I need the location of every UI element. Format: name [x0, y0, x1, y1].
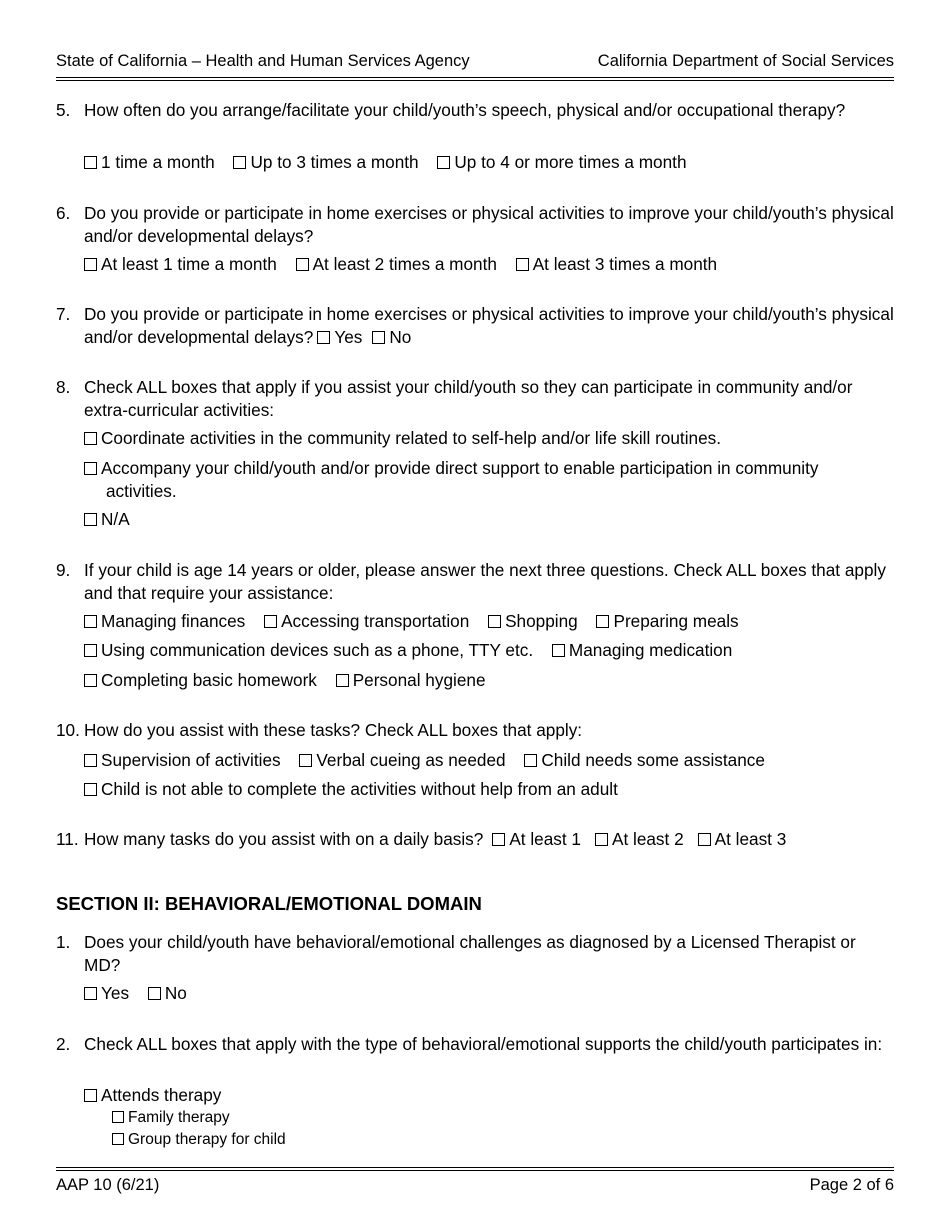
checkbox[interactable]: [84, 783, 97, 796]
question-10-options-row-2: [84, 778, 632, 800]
checkbox[interactable]: [698, 833, 711, 846]
checkbox[interactable]: [336, 674, 349, 687]
option-personal-hygiene[interactable]: Personal hygiene: [336, 669, 486, 691]
option-managing-medication[interactable]: Managing medication: [552, 639, 732, 661]
checkbox[interactable]: [112, 1133, 124, 1145]
section2-question-1-options: [84, 982, 201, 1004]
option-not-able-without-help[interactable]: Child is not able to complete the activities without help from an adult: [84, 778, 618, 800]
question-9: 9. If your child is age 14 years or older, please answer the next three questions. Check ALL boxes that apply and that require your assistance:: [56, 559, 896, 604]
option-no[interactable]: No: [148, 982, 187, 1004]
checkbox[interactable]: [84, 258, 97, 271]
question-10-options-row-1: [84, 749, 779, 771]
checkbox[interactable]: [112, 1111, 124, 1123]
footer-rule: [56, 1167, 894, 1168]
page-number: Page 2 of 6: [809, 1176, 894, 1194]
question-5-text: How often do you arrange/facilitate your child/youth’s speech, physical and/or occupational therapy?: [84, 100, 846, 120]
section-title: SECTION II: BEHAVIORAL/EMOTIONAL DOMAIN: [56, 893, 482, 914]
option-preparing-meals[interactable]: Preparing meals: [596, 610, 738, 632]
checkbox[interactable]: [84, 674, 97, 687]
question-8-text: Check ALL boxes that apply if you assist your child/youth so they can participate in community and/or extra-curricular activities:: [84, 377, 853, 420]
footer-rule: [56, 1170, 894, 1171]
checkbox[interactable]: [317, 331, 330, 344]
department-name: California Department of Social Services: [597, 52, 894, 70]
option-at-least-3[interactable]: At least 3: [698, 829, 787, 849]
option-supervision[interactable]: Supervision of activities: [84, 749, 281, 771]
section2-question-2: 2. Check ALL boxes that apply with the type of behavioral/emotional supports the child/youth participates in:: [56, 1033, 896, 1056]
checkbox[interactable]: [264, 615, 277, 628]
checkbox[interactable]: [296, 258, 309, 271]
question-6-text: Do you provide or participate in home exercises or physical activities to improve your child/youth’s physical and/or developmental delays?: [84, 203, 894, 246]
option-shopping[interactable]: Shopping: [488, 610, 578, 632]
option-yes[interactable]: Yes: [84, 982, 129, 1004]
question-7-text: Do you provide or participate in home exercises or physical activities to improve your child/youth’s physical and/or developmental delays?: [84, 304, 894, 347]
option-verbal-cueing[interactable]: Verbal cueing as needed: [299, 749, 505, 771]
option-at-least-2-times[interactable]: At least 2 times a month: [296, 253, 497, 275]
checkbox[interactable]: [84, 462, 97, 475]
question-9-text: If your child is age 14 years or older, please answer the next three questions. Check ALL boxes that apply and that require your assistance:: [84, 560, 886, 603]
question-9-options-row-3: [84, 669, 500, 691]
option-at-least-1[interactable]: At least 1: [492, 829, 581, 849]
question-7: 7. Do you provide or participate in home exercises or physical activities to improve your child/youth’s physical and/or developmental delays? Yes No: [56, 304, 894, 347]
option-at-least-1-time[interactable]: At least 1 time a month: [84, 253, 277, 275]
question-10: 10. How do you assist with these tasks? Check ALL boxes that apply:: [56, 719, 896, 742]
option-na[interactable]: N/A: [84, 508, 130, 530]
section2-question-2-text: Check ALL boxes that apply with the type of behavioral/emotional supports the child/youth participates in:: [84, 1034, 883, 1054]
option-group-therapy[interactable]: Group therapy for child: [112, 1129, 286, 1151]
checkbox[interactable]: [233, 156, 246, 169]
checkbox[interactable]: [488, 615, 501, 628]
question-8: 8. Check ALL boxes that apply if you assist your child/youth so they can participate in community and/or extra-curricular activities:: [56, 376, 896, 421]
option-at-least-2[interactable]: At least 2: [595, 829, 684, 849]
page-header: [56, 50, 894, 74]
question-9-options-row-1: [84, 610, 753, 632]
checkbox[interactable]: [524, 754, 537, 767]
checkbox[interactable]: [84, 513, 97, 526]
question-6: 6. Do you provide or participate in home exercises or physical activities to improve your child/youth’s physical and/or developmental delays?: [56, 202, 896, 247]
option-accompany-child[interactable]: Accompany your child/youth and/or provide direct support to enable participation in community activities.: [84, 457, 894, 502]
section2-question-1-text: Does your child/youth have behavioral/emotional challenges as diagnosed by a Licensed Therapist or MD?: [84, 932, 856, 975]
question-11-text: How many tasks do you assist with on a daily basis?: [84, 829, 484, 849]
checkbox[interactable]: [492, 833, 505, 846]
option-attends-therapy[interactable]: Attends therapy: [84, 1084, 221, 1106]
question-11: 11. How many tasks do you assist with on a daily basis? At least 1 At least 2 At least 3: [56, 829, 787, 849]
option-at-least-3-times[interactable]: At least 3 times a month: [516, 253, 717, 275]
option-up-to-4-or-more[interactable]: Up to 4 or more times a month: [437, 151, 686, 173]
question-9-options-row-2: [84, 639, 746, 661]
checkbox[interactable]: [595, 833, 608, 846]
option-up-to-3-times[interactable]: Up to 3 times a month: [233, 151, 418, 173]
option-managing-finances[interactable]: Managing finances: [84, 610, 245, 632]
checkbox[interactable]: [84, 644, 97, 657]
checkbox[interactable]: [596, 615, 609, 628]
checkbox[interactable]: [372, 331, 385, 344]
checkbox[interactable]: [516, 258, 529, 271]
option-family-therapy[interactable]: Family therapy: [112, 1107, 230, 1129]
header-rule: [56, 80, 894, 81]
option-coordinate-activities[interactable]: Coordinate activities in the community related to self-help and/or life skill routines.: [84, 427, 721, 449]
checkbox[interactable]: [84, 156, 97, 169]
option-some-assistance[interactable]: Child needs some assistance: [524, 749, 765, 771]
question-6-options: [84, 253, 731, 275]
checkbox[interactable]: [84, 1089, 97, 1102]
option-no[interactable]: No: [372, 327, 411, 347]
checkbox[interactable]: [84, 754, 97, 767]
form-id: AAP 10 (6/21): [56, 1176, 160, 1194]
checkbox[interactable]: [299, 754, 312, 767]
checkbox[interactable]: [84, 615, 97, 628]
option-1-time-a-month[interactable]: 1 time a month: [84, 151, 215, 173]
question-5: 5. How often do you arrange/facilitate your child/youth’s speech, physical and/or occupational therapy?: [56, 99, 896, 122]
question-10-text: How do you assist with these tasks? Check ALL boxes that apply:: [84, 720, 583, 740]
option-yes[interactable]: Yes: [317, 327, 362, 347]
checkbox[interactable]: [552, 644, 565, 657]
section2-question-1: 1. Does your child/youth have behavioral/emotional challenges as diagnosed by a Licensed Therapist or MD?: [56, 931, 896, 976]
header-rule: [56, 77, 894, 78]
checkbox[interactable]: [437, 156, 450, 169]
checkbox[interactable]: [148, 987, 161, 1000]
question-5-options: [84, 151, 701, 173]
option-communication-devices[interactable]: Using communication devices such as a phone, TTY etc.: [84, 639, 533, 661]
agency-name: State of California – Health and Human Services Agency: [56, 52, 470, 70]
checkbox[interactable]: [84, 432, 97, 445]
option-accessing-transportation[interactable]: Accessing transportation: [264, 610, 469, 632]
option-basic-homework[interactable]: Completing basic homework: [84, 669, 317, 691]
checkbox[interactable]: [84, 987, 97, 1000]
